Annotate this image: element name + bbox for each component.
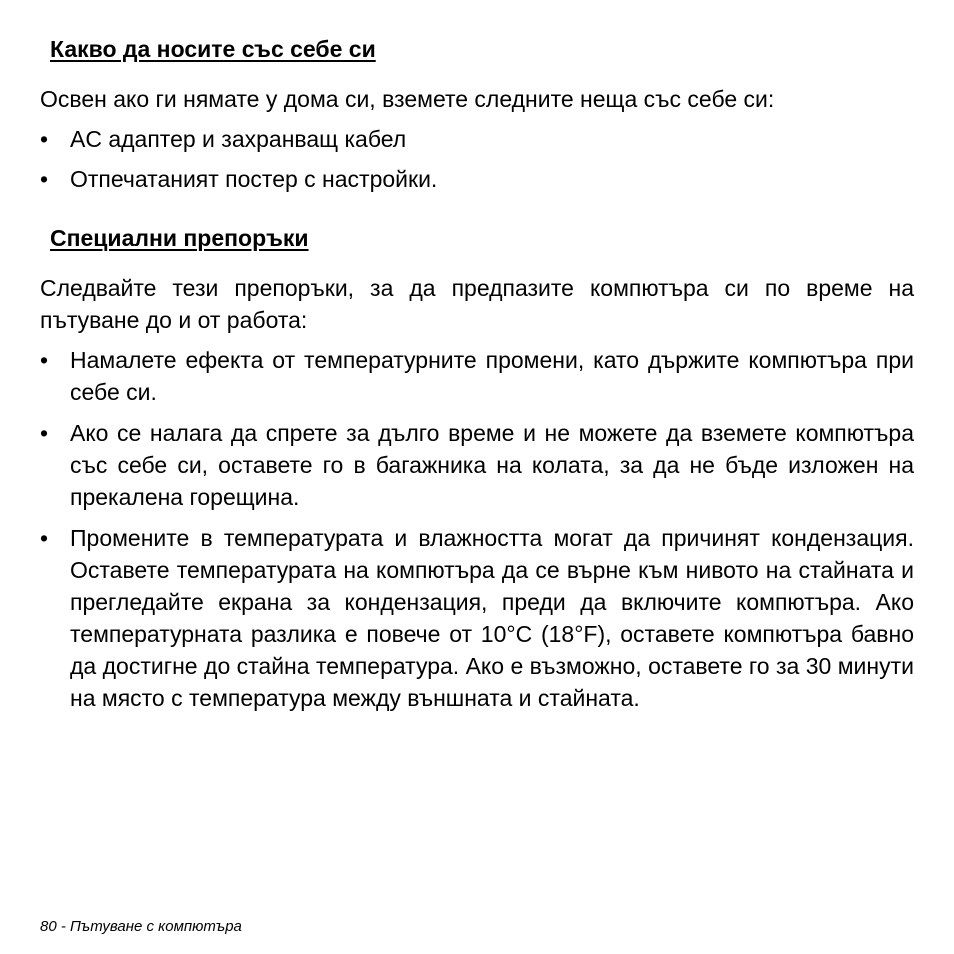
- section-heading-special-tips: Специални препоръки: [50, 225, 309, 251]
- list-item: [40, 344, 914, 408]
- list-item: [40, 522, 914, 714]
- tips-list: [40, 344, 914, 714]
- list-item-text: AC адаптер и захранващ кабел: [70, 126, 407, 152]
- list-item: [40, 123, 914, 155]
- list-item-text: Отпечатаният постер с настройки.: [70, 166, 438, 192]
- list-item-text: Намалете ефекта от температурните промени, като държите компютъра при себе си.: [70, 347, 914, 405]
- section-intro-what-to-bring: Освен ако ги нямате у дома си, вземете следните неща със себе си:: [40, 86, 775, 112]
- list-item: [40, 417, 914, 513]
- bullet-icon: •: [40, 347, 49, 373]
- list-item: [40, 163, 914, 195]
- bullet-icon: •: [40, 525, 49, 551]
- page-footer: 80 - Пътуване с компютъра: [40, 918, 242, 935]
- bullet-icon: •: [40, 420, 49, 446]
- bullet-icon: •: [40, 126, 49, 152]
- bring-list: [40, 123, 914, 195]
- list-item-text: Промените в температурата и влажността могат да причинят кондензация. Оставете температурата на компютъра да се върне към нивото на стайната и прегледайте екрана за кондензация, преди да включите компютъра. Ако температурната разлика е повече от 10°C (18°F), оставете компютъра бавно да достигне до стайна температура. Ако е възможно, оставете го за 30 минути на място с температура между външната и стайната.: [70, 525, 914, 711]
- bullet-icon: •: [40, 166, 49, 192]
- section-intro-special-tips: Следвайте тези препоръки, за да предпазите компютъра си по време на пътуване до и от работа:: [40, 275, 914, 333]
- section-heading-what-to-bring: Какво да носите със себе си: [50, 36, 376, 62]
- list-item-text: Ако се налага да спрете за дълго време и не можете да вземете компютъра със себе си, оставете го в багажника на колата, за да не бъде изложен на прекалена горещина.: [70, 420, 914, 510]
